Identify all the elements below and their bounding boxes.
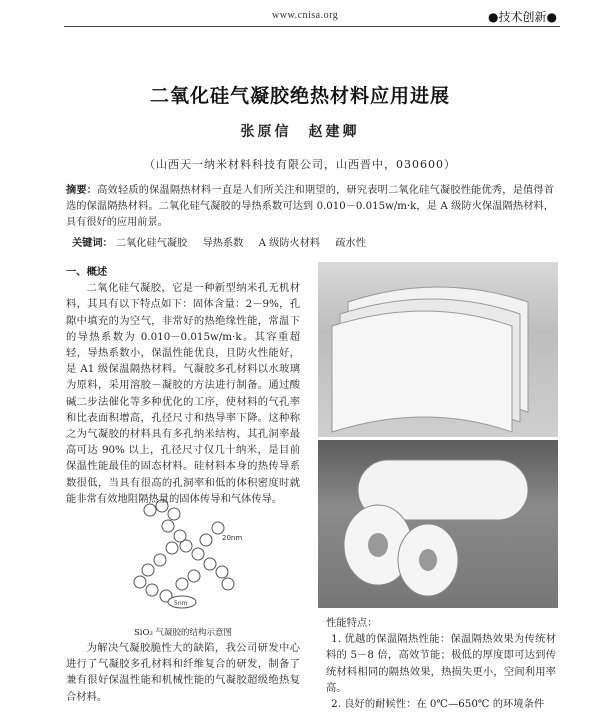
aerogel-rolls-photo [318,440,558,608]
aerogel-blanket-sheets-photo [318,262,558,437]
keyword: 二氧化硅气凝胶 [116,238,188,249]
performance-heading: 性能特点： [326,617,378,629]
abstract-text: 高效轻质的保温隔热材料一直是人们所关注和期望的，研究表明二氧化硅气凝胶性能优秀，是值得首选的保温隔热材料。二氧化硅气凝胶的导热系数可达到 0.010－0.015w/m·k，是 A 级防火保温隔热材料，具有很好的应用前景。 [66,185,555,228]
section-heading: 一、概述 [66,266,108,278]
scale-label-small: 5nm [174,600,188,607]
authors: 张原信 赵建卿 [240,124,360,140]
figure-caption: SiO₂ 气凝胶的结构示意图 [133,628,233,638]
keywords [72,234,378,249]
performance-features [326,615,556,712]
scale-label-large: 20nm [222,534,243,542]
abstract-label: 摘要： [66,185,98,196]
performance-item-2: 2. 良好的耐候性：在 0℃—650℃ 的环境条件 [331,698,545,711]
overview-paragraph-2 [66,640,300,705]
composite-paragraph: 为解决气凝胶脆性大的缺陷，我公司研发中心进行了气凝胶多孔材料和纤维复合的研发，制备了兼有很好保温性能和机械性能的气凝胶超级绝热复合材料。 [66,642,300,703]
keywords-label: 关键词： [72,238,113,249]
header-section-tag: ●技术创新● [488,10,557,24]
performance-item-1: 1. 优越的保温隔热性能：保温隔热效果为传统材料的 5－8 倍，高效节能；极低的厚度即可达到传统材料相同的隔热效果，热损失更小，空间利用率高。 [326,633,556,694]
keyword: 导热系数 [202,238,244,249]
overview-paragraph: 二氧化硅气凝胶，它是一种新型纳米孔无机材料，其具有以下特点如下：固体含量：2－9%，孔隙中填充的为空气，非常好的热绝缘性能，常温下的导热系数为 0.010－0.015w/m·k。其容重超轻，导热系数小，保温性能优良，且防火性能好，是 A1 级保温隔热材料。气凝胶多孔材料以水玻璃为原料，采用溶胶－凝胶的方法进行制备。通过酸碱二步法催化等多种优化的工序，使材料的气孔率和比表面积增高，孔径尺寸和热导率下降。这种称之为气凝胶的材料具有多孔纳米结构，其孔洞率最高可达 90% 以上，孔径尺寸仅几十纳米，是目前保温性能最佳的固态材料。硅材料本身的热传导系数很低，当具有很高的孔洞率和低的体积密度时就能非常有效地阻隔热量的固体传导和气体传导。 [66,282,300,505]
keyword: A 级防火材料 [258,238,321,249]
abstract [66,183,554,231]
header-url: www.cnisa.org [272,10,339,21]
keyword: 疏水性 [335,238,366,249]
article-title: 二氧化硅气凝胶绝热材料应用进展 [149,85,450,107]
section-overview [66,262,300,505]
affiliation: （山西天一纳米材料科技有限公司，山西晋中，030600） [144,158,456,171]
header-rule [64,26,560,27]
aerogel-structure-diagram [110,480,270,620]
